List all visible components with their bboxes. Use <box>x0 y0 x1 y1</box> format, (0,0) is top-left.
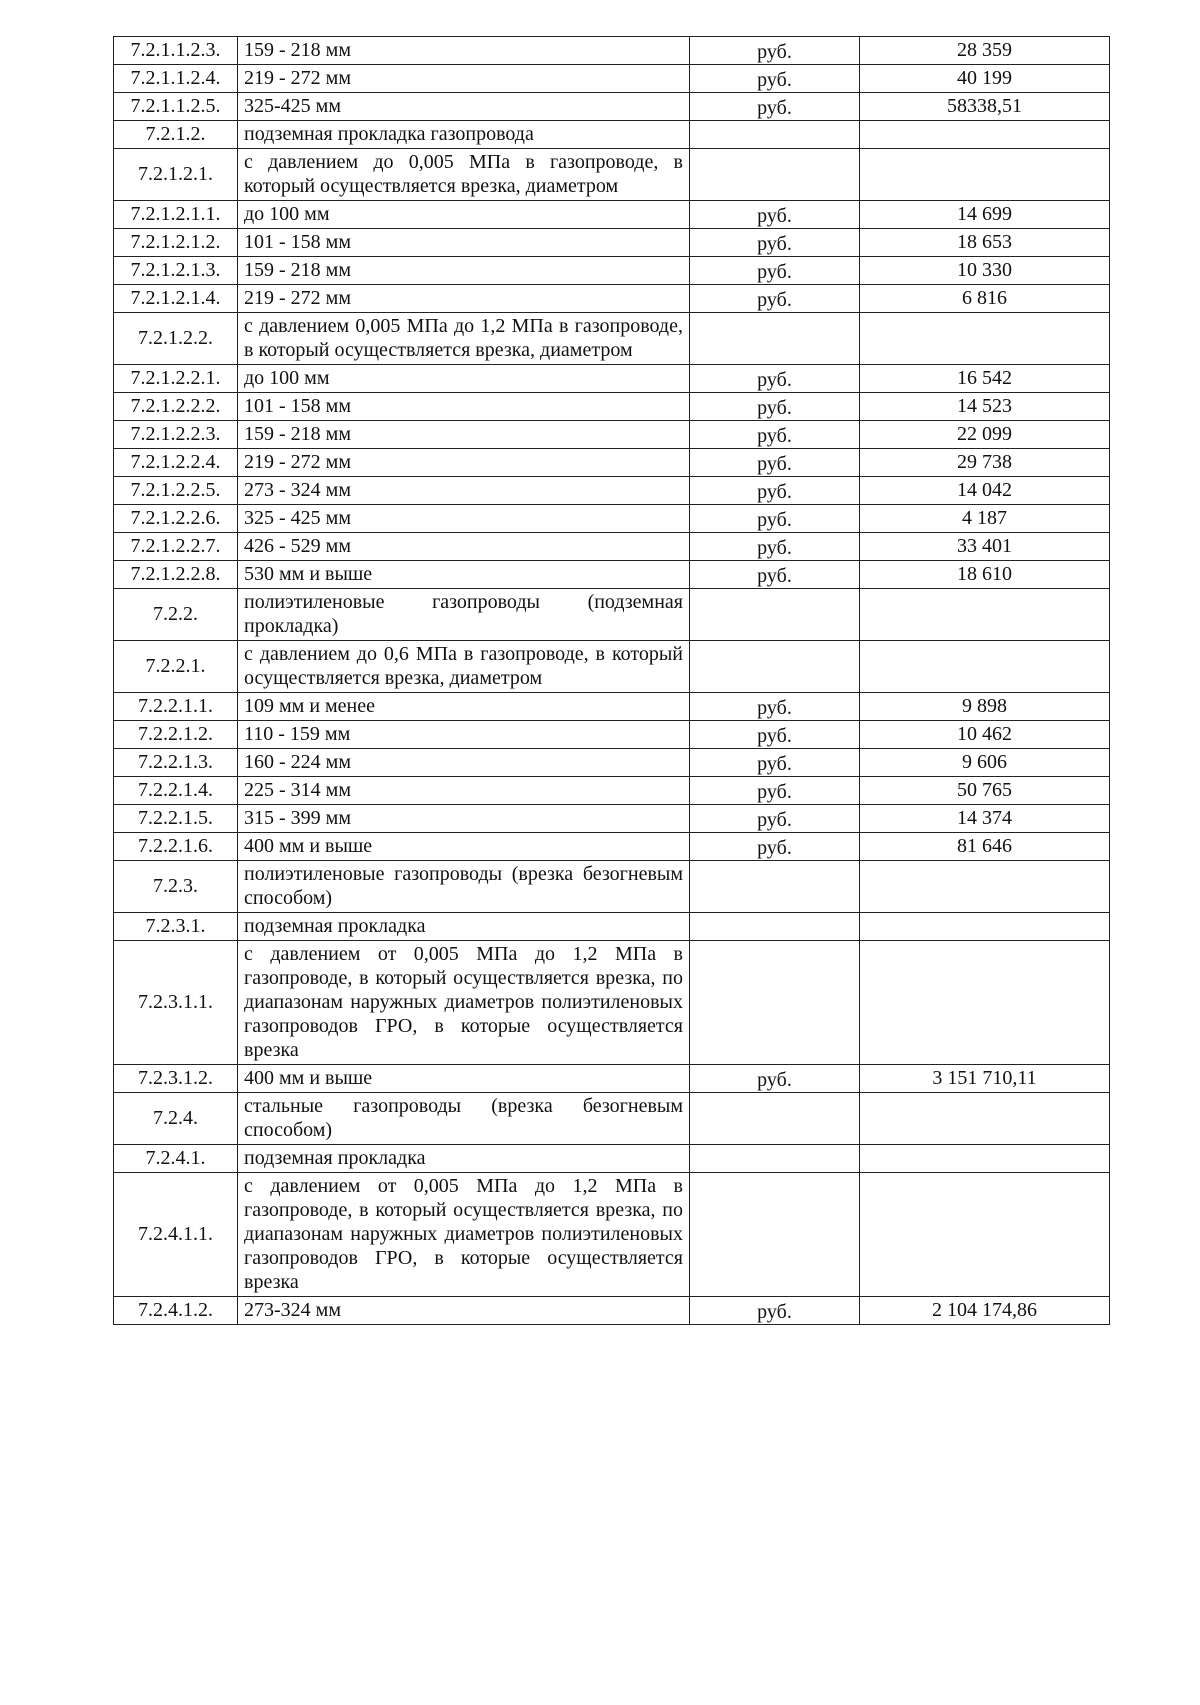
price-cell <box>860 913 1110 941</box>
unit-cell: руб. <box>690 93 860 121</box>
item-name-cell: с давлением 0,005 МПа до 1,2 МПа в газопроводе, в который осуществляется врезка, диаметром <box>238 313 690 365</box>
table-row <box>114 285 1110 313</box>
item-name-cell: стальные газопроводы (врезка безогневым способом) <box>238 1093 690 1145</box>
table-row <box>114 449 1110 477</box>
price-cell: 14 699 <box>860 201 1110 229</box>
price-cell <box>860 1145 1110 1173</box>
table-row <box>114 589 1110 641</box>
item-name-cell: 219 - 272 мм <box>238 65 690 93</box>
item-number-cell: 7.2.1.2.2.1. <box>114 365 238 393</box>
unit-cell <box>690 313 860 365</box>
table-row <box>114 201 1110 229</box>
item-number-cell: 7.2.1.1.2.3. <box>114 37 238 65</box>
table-row <box>114 477 1110 505</box>
price-cell: 10 330 <box>860 257 1110 285</box>
table-row <box>114 393 1110 421</box>
item-number-cell: 7.2.4. <box>114 1093 238 1145</box>
table-row <box>114 777 1110 805</box>
table-row <box>114 1297 1110 1325</box>
table-row <box>114 833 1110 861</box>
price-cell: 16 542 <box>860 365 1110 393</box>
price-cell: 29 738 <box>860 449 1110 477</box>
unit-cell: руб. <box>690 533 860 561</box>
table-row <box>114 37 1110 65</box>
item-name-cell: 101 - 158 мм <box>238 393 690 421</box>
item-number-cell: 7.2.1.2.1.4. <box>114 285 238 313</box>
item-number-cell: 7.2.2.1.2. <box>114 721 238 749</box>
item-name-cell: подземная прокладка <box>238 1145 690 1173</box>
table-row <box>114 1093 1110 1145</box>
item-name-cell: 225 - 314 мм <box>238 777 690 805</box>
item-name-cell: до 100 мм <box>238 201 690 229</box>
price-cell: 18 653 <box>860 229 1110 257</box>
item-number-cell: 7.2.1.2.2.2. <box>114 393 238 421</box>
table-row <box>114 749 1110 777</box>
table-row <box>114 641 1110 693</box>
item-number-cell: 7.2.4.1. <box>114 1145 238 1173</box>
unit-cell <box>690 1173 860 1297</box>
price-cell <box>860 941 1110 1065</box>
item-name-cell: 101 - 158 мм <box>238 229 690 257</box>
tariff-table-body <box>114 37 1110 1325</box>
unit-cell: руб. <box>690 1065 860 1093</box>
unit-cell: руб. <box>690 257 860 285</box>
unit-cell <box>690 1145 860 1173</box>
price-cell: 3 151 710,11 <box>860 1065 1110 1093</box>
item-name-cell: 159 - 218 мм <box>238 421 690 449</box>
table-row <box>114 533 1110 561</box>
price-cell <box>860 1093 1110 1145</box>
item-number-cell: 7.2.3.1.2. <box>114 1065 238 1093</box>
item-name-cell: подземная прокладка <box>238 913 690 941</box>
table-row <box>114 913 1110 941</box>
unit-cell: руб. <box>690 393 860 421</box>
item-name-cell: 325 - 425 мм <box>238 505 690 533</box>
price-cell <box>860 1173 1110 1297</box>
table-row <box>114 505 1110 533</box>
unit-cell: руб. <box>690 505 860 533</box>
item-number-cell: 7.2.1.2.2. <box>114 313 238 365</box>
price-cell: 6 816 <box>860 285 1110 313</box>
item-name-cell: 400 мм и выше <box>238 1065 690 1093</box>
unit-cell: руб. <box>690 805 860 833</box>
table-row <box>114 229 1110 257</box>
price-cell <box>860 861 1110 913</box>
unit-cell: руб. <box>690 1297 860 1325</box>
table-row <box>114 257 1110 285</box>
unit-cell: руб. <box>690 285 860 313</box>
unit-cell <box>690 941 860 1065</box>
price-cell <box>860 641 1110 693</box>
table-row <box>114 1065 1110 1093</box>
item-number-cell: 7.2.3.1.1. <box>114 941 238 1065</box>
item-number-cell: 7.2.1.2.1.1. <box>114 201 238 229</box>
unit-cell <box>690 913 860 941</box>
item-number-cell: 7.2.3. <box>114 861 238 913</box>
table-row <box>114 941 1110 1065</box>
table-row <box>114 721 1110 749</box>
item-number-cell: 7.2.1.1.2.4. <box>114 65 238 93</box>
unit-cell <box>690 641 860 693</box>
table-row <box>114 1145 1110 1173</box>
price-cell: 28 359 <box>860 37 1110 65</box>
unit-cell: руб. <box>690 449 860 477</box>
unit-cell <box>690 1093 860 1145</box>
item-name-cell: с давлением от 0,005 МПа до 1,2 МПа в газопроводе, в который осуществляется врезка, по диапазонам наружных диаметров полиэтиленовых газопроводов ГРО, в которые осуществляется врезка <box>238 1173 690 1297</box>
unit-cell: руб. <box>690 365 860 393</box>
item-name-cell: до 100 мм <box>238 365 690 393</box>
item-number-cell: 7.2.1.2.2.3. <box>114 421 238 449</box>
item-number-cell: 7.2.1.1.2.5. <box>114 93 238 121</box>
item-name-cell: 219 - 272 мм <box>238 285 690 313</box>
item-name-cell: подземная прокладка газопровода <box>238 121 690 149</box>
unit-cell <box>690 149 860 201</box>
item-number-cell: 7.2.1.2.2.7. <box>114 533 238 561</box>
price-cell: 9 898 <box>860 693 1110 721</box>
item-name-cell: с давлением до 0,6 МПа в газопроводе, в который осуществляется врезка, диаметром <box>238 641 690 693</box>
price-cell: 40 199 <box>860 65 1110 93</box>
item-number-cell: 7.2.2.1.1. <box>114 693 238 721</box>
table-row <box>114 121 1110 149</box>
item-number-cell: 7.2.1.2.1.2. <box>114 229 238 257</box>
table-row <box>114 365 1110 393</box>
price-cell <box>860 149 1110 201</box>
table-row <box>114 421 1110 449</box>
price-cell: 58338,51 <box>860 93 1110 121</box>
unit-cell: руб. <box>690 561 860 589</box>
item-name-cell: 159 - 218 мм <box>238 257 690 285</box>
item-name-cell: 273 - 324 мм <box>238 477 690 505</box>
price-cell <box>860 589 1110 641</box>
item-number-cell: 7.2.4.1.1. <box>114 1173 238 1297</box>
unit-cell: руб. <box>690 201 860 229</box>
item-name-cell: полиэтиленовые газопроводы (подземная прокладка) <box>238 589 690 641</box>
price-cell <box>860 121 1110 149</box>
item-name-cell: 426 - 529 мм <box>238 533 690 561</box>
table-row <box>114 93 1110 121</box>
price-cell: 2 104 174,86 <box>860 1297 1110 1325</box>
price-cell: 4 187 <box>860 505 1110 533</box>
item-name-cell: 109 мм и менее <box>238 693 690 721</box>
unit-cell: руб. <box>690 229 860 257</box>
item-number-cell: 7.2.2.1.4. <box>114 777 238 805</box>
item-number-cell: 7.2.2.1.3. <box>114 749 238 777</box>
table-row <box>114 1173 1110 1297</box>
item-name-cell: 315 - 399 мм <box>238 805 690 833</box>
table-row <box>114 693 1110 721</box>
table-row <box>114 149 1110 201</box>
unit-cell: руб. <box>690 721 860 749</box>
tariff-table-page <box>113 36 1109 1325</box>
price-cell: 33 401 <box>860 533 1110 561</box>
item-name-cell: 160 - 224 мм <box>238 749 690 777</box>
price-cell: 50 765 <box>860 777 1110 805</box>
table-row <box>114 313 1110 365</box>
unit-cell <box>690 589 860 641</box>
price-cell: 14 374 <box>860 805 1110 833</box>
item-number-cell: 7.2.2. <box>114 589 238 641</box>
table-row <box>114 561 1110 589</box>
unit-cell: руб. <box>690 777 860 805</box>
unit-cell: руб. <box>690 421 860 449</box>
item-name-cell: с давлением до 0,005 МПа в газопроводе, в который осуществляется врезка, диаметром <box>238 149 690 201</box>
price-cell: 10 462 <box>860 721 1110 749</box>
price-cell <box>860 313 1110 365</box>
item-name-cell: 530 мм и выше <box>238 561 690 589</box>
unit-cell <box>690 861 860 913</box>
unit-cell: руб. <box>690 833 860 861</box>
item-name-cell: с давлением от 0,005 МПа до 1,2 МПа в газопроводе, в который осуществляется врезка, по диапазонам наружных диаметров полиэтиленовых газопроводов ГРО, в которые осуществляется врезка <box>238 941 690 1065</box>
table-row <box>114 805 1110 833</box>
price-cell: 22 099 <box>860 421 1110 449</box>
price-cell: 9 606 <box>860 749 1110 777</box>
item-number-cell: 7.2.1.2.2.6. <box>114 505 238 533</box>
price-cell: 18 610 <box>860 561 1110 589</box>
item-number-cell: 7.2.1.2.1. <box>114 149 238 201</box>
unit-cell <box>690 121 860 149</box>
item-number-cell: 7.2.2.1.6. <box>114 833 238 861</box>
item-number-cell: 7.2.2.1.5. <box>114 805 238 833</box>
item-name-cell: 273-324 мм <box>238 1297 690 1325</box>
unit-cell: руб. <box>690 749 860 777</box>
table-row <box>114 65 1110 93</box>
item-number-cell: 7.2.1.2.2.8. <box>114 561 238 589</box>
item-name-cell: 325-425 мм <box>238 93 690 121</box>
unit-cell: руб. <box>690 693 860 721</box>
item-name-cell: 159 - 218 мм <box>238 37 690 65</box>
item-number-cell: 7.2.1.2.1.3. <box>114 257 238 285</box>
unit-cell: руб. <box>690 37 860 65</box>
price-cell: 14 523 <box>860 393 1110 421</box>
item-name-cell: 219 - 272 мм <box>238 449 690 477</box>
tariff-table <box>113 36 1110 1325</box>
unit-cell: руб. <box>690 65 860 93</box>
item-number-cell: 7.2.3.1. <box>114 913 238 941</box>
price-cell: 14 042 <box>860 477 1110 505</box>
item-number-cell: 7.2.1.2.2.4. <box>114 449 238 477</box>
price-cell: 81 646 <box>860 833 1110 861</box>
item-name-cell: 110 - 159 мм <box>238 721 690 749</box>
item-name-cell: полиэтиленовые газопроводы (врезка безогневым способом) <box>238 861 690 913</box>
item-number-cell: 7.2.1.2.2.5. <box>114 477 238 505</box>
item-name-cell: 400 мм и выше <box>238 833 690 861</box>
item-number-cell: 7.2.2.1. <box>114 641 238 693</box>
unit-cell: руб. <box>690 477 860 505</box>
item-number-cell: 7.2.1.2. <box>114 121 238 149</box>
item-number-cell: 7.2.4.1.2. <box>114 1297 238 1325</box>
table-row <box>114 861 1110 913</box>
